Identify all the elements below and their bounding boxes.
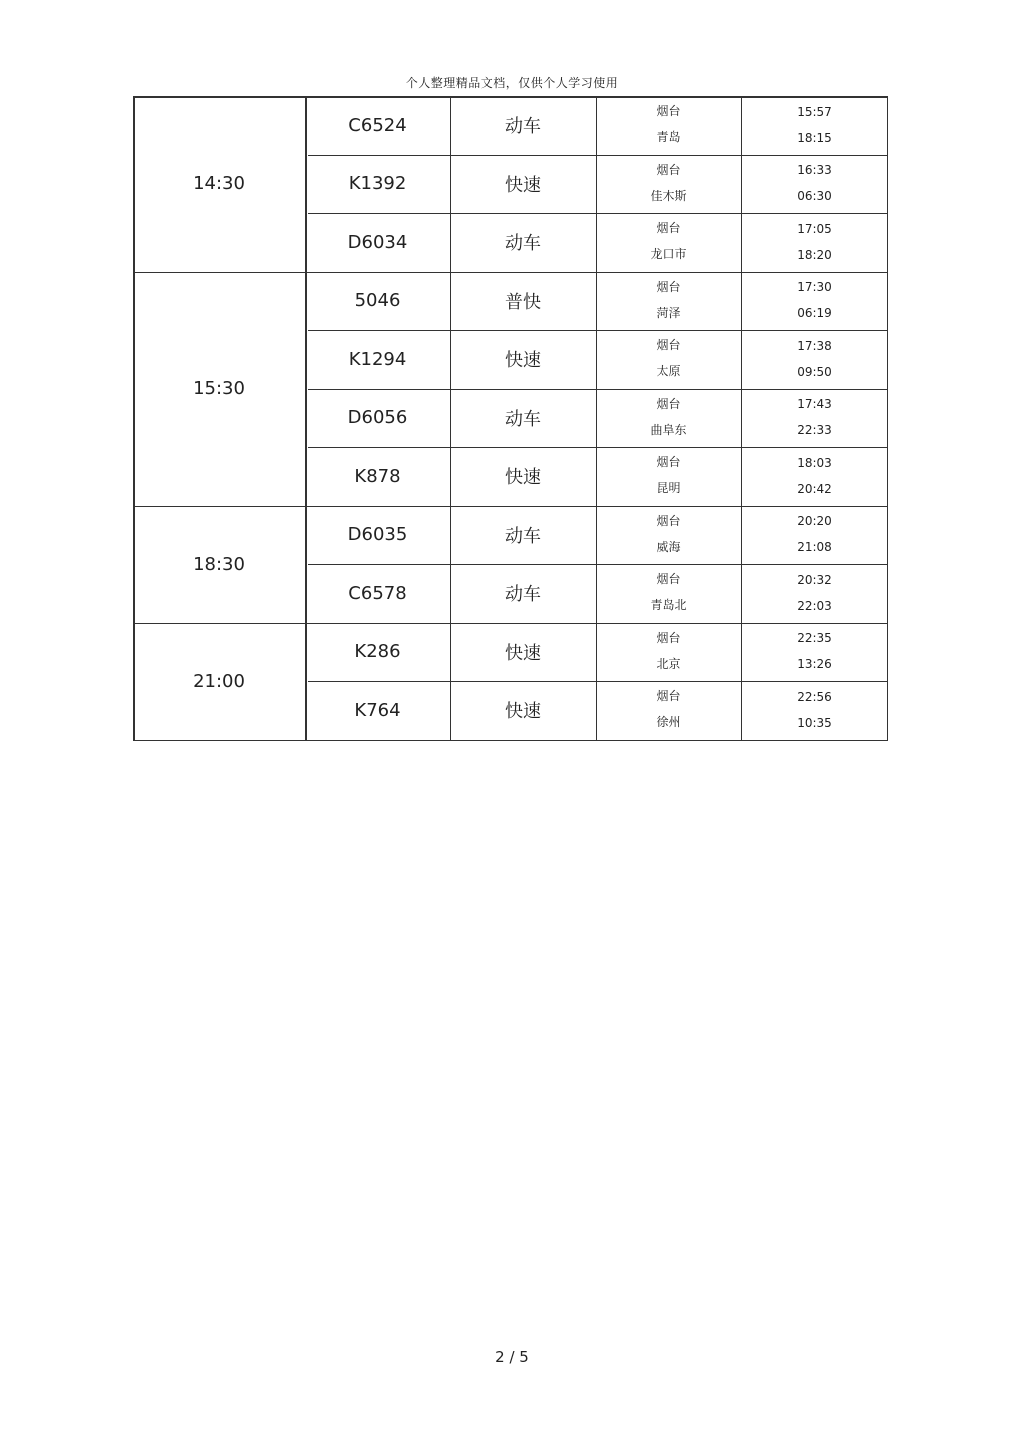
departure-time: 17:05 xyxy=(797,221,832,236)
train-number: D6034 xyxy=(347,231,408,253)
train-number: K286 xyxy=(354,641,401,663)
departure-time: 16:33 xyxy=(797,163,832,178)
train-number: 5046 xyxy=(354,290,401,312)
train-type: 快速 xyxy=(505,642,541,664)
arrival-station: 威海 xyxy=(656,539,681,554)
arrival-time: 21:08 xyxy=(797,540,832,555)
departure-station: 烟台 xyxy=(656,396,681,411)
arrival-time: 13:26 xyxy=(797,657,832,672)
train-schedule-table xyxy=(133,96,888,740)
arrival-station: 太原 xyxy=(656,364,681,379)
arrival-time: 18:20 xyxy=(797,247,832,262)
arrival-station: 曲阜东 xyxy=(650,422,687,437)
departure-time: 20:20 xyxy=(797,514,832,529)
departure-time: 20:32 xyxy=(797,572,832,587)
departure-station: 烟台 xyxy=(656,572,681,587)
arrival-time: 20:42 xyxy=(797,481,832,496)
departure-station: 烟台 xyxy=(656,689,681,704)
train-type: 快速 xyxy=(505,467,541,489)
column-divider xyxy=(305,96,307,740)
departure-time: 17:43 xyxy=(797,397,832,412)
train-number: K1392 xyxy=(348,173,407,195)
train-number: C6524 xyxy=(348,114,407,136)
time-slot-label: 14:30 xyxy=(193,173,245,195)
train-number: K878 xyxy=(354,465,401,487)
arrival-station: 佳木斯 xyxy=(650,188,687,203)
arrival-station: 青岛 xyxy=(656,130,681,145)
train-number: D6035 xyxy=(347,524,408,546)
departure-time: 17:30 xyxy=(797,280,832,295)
departure-station: 烟台 xyxy=(656,104,681,119)
time-slot-label: 18:30 xyxy=(193,553,245,575)
page-number: 2 / 5 xyxy=(495,1348,529,1366)
arrival-station: 菏泽 xyxy=(656,305,681,320)
arrival-station: 龙口市 xyxy=(650,247,687,262)
train-type: 快速 xyxy=(505,350,541,372)
arrival-time: 10:35 xyxy=(797,715,832,730)
arrival-station: 北京 xyxy=(656,656,681,671)
train-type: 动车 xyxy=(505,116,541,138)
train-type: 动车 xyxy=(505,525,541,547)
table-border-right xyxy=(887,96,889,741)
train-type: 快速 xyxy=(505,701,541,723)
departure-time: 22:56 xyxy=(797,689,832,704)
train-type: 动车 xyxy=(505,233,541,255)
train-number: C6578 xyxy=(348,582,407,604)
departure-time: 17:38 xyxy=(797,338,832,353)
arrival-time: 22:03 xyxy=(797,598,832,613)
train-number: K1294 xyxy=(348,348,407,370)
page-header: 个人整理精品文档，仅供个人学习使用 xyxy=(405,76,619,90)
arrival-time: 06:19 xyxy=(797,306,832,321)
group-separator xyxy=(133,740,888,742)
time-slot-label: 15:30 xyxy=(193,378,245,399)
arrival-time: 09:50 xyxy=(797,364,832,379)
column-divider xyxy=(741,96,742,740)
train-type: 动车 xyxy=(505,408,541,430)
departure-station: 烟台 xyxy=(656,221,681,236)
train-number: K764 xyxy=(354,699,401,721)
departure-station: 烟台 xyxy=(656,162,681,177)
table-border-left xyxy=(133,96,135,741)
departure-time: 22:35 xyxy=(797,631,832,646)
arrival-time: 22:33 xyxy=(797,423,832,438)
departure-time: 18:03 xyxy=(797,455,832,470)
arrival-station: 徐州 xyxy=(656,715,681,730)
departure-station: 烟台 xyxy=(656,513,681,528)
departure-station: 烟台 xyxy=(656,630,681,645)
train-number: D6056 xyxy=(347,407,408,429)
time-slot-label: 21:00 xyxy=(193,670,245,692)
train-type: 普快 xyxy=(505,291,541,313)
departure-station: 烟台 xyxy=(656,338,681,353)
train-type: 动车 xyxy=(505,584,541,606)
arrival-time: 06:30 xyxy=(797,189,832,204)
departure-station: 烟台 xyxy=(656,455,681,470)
arrival-time: 18:15 xyxy=(797,130,832,145)
departure-station: 烟台 xyxy=(656,279,681,294)
column-divider xyxy=(596,96,597,740)
train-type: 快速 xyxy=(505,174,541,196)
column-divider xyxy=(450,96,451,740)
arrival-station: 昆明 xyxy=(656,481,681,496)
departure-time: 15:57 xyxy=(797,104,832,119)
arrival-station: 青岛北 xyxy=(650,598,687,613)
